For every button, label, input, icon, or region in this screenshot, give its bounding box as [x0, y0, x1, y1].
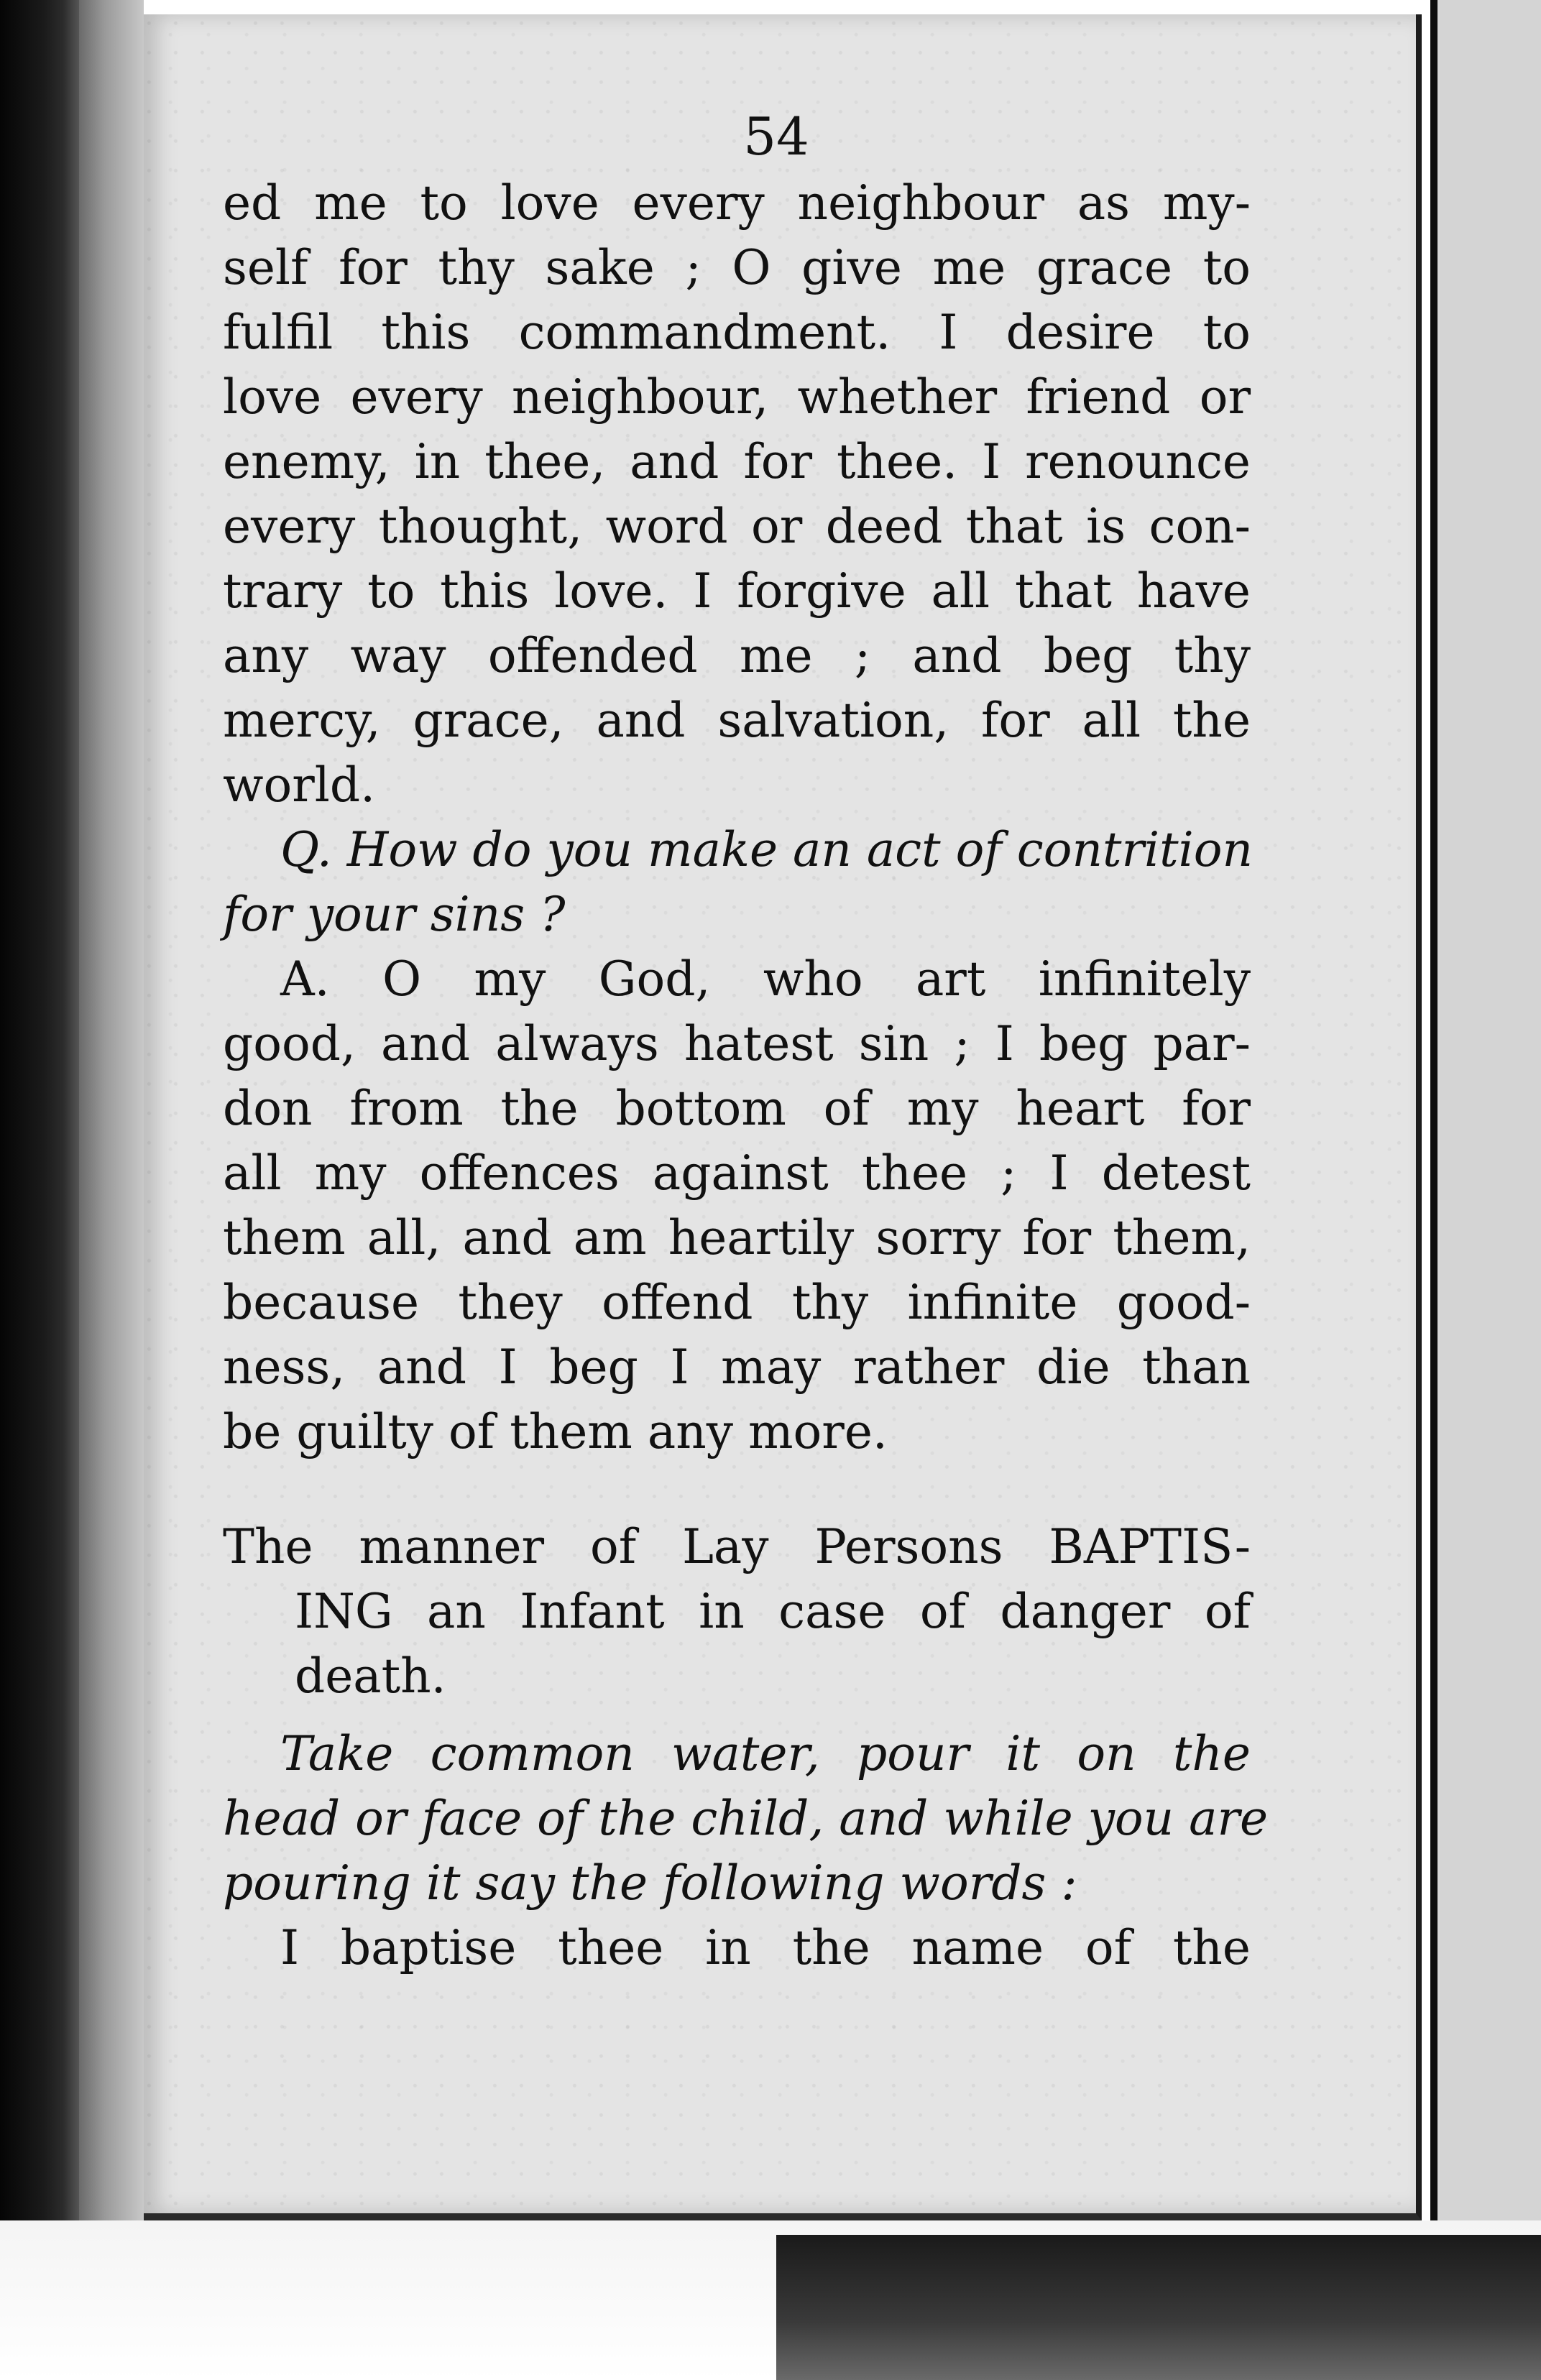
text-line: any way offended me ; and beg thy [223, 628, 1251, 683]
instruction-line: Take common water, pour it on the [280, 1726, 1251, 1781]
text-line: fulfil this commandment. I desire to [223, 305, 1251, 360]
question [223, 818, 1254, 947]
section-spacer [223, 1465, 1251, 1515]
answer-line: A. O my God, who art infinitely [280, 951, 1251, 1007]
section-spacer [223, 1709, 1251, 1722]
baptism-instruction [223, 1722, 1269, 1916]
question-line: Q. How do you make an act of contrition [280, 822, 1254, 877]
page-text [223, 106, 1269, 1980]
formula-line: I baptise thee in the name of the [280, 1920, 1251, 1975]
prayer-continued [223, 171, 1251, 818]
answer [223, 947, 1251, 1465]
heading-line: ING an Infant in case of danger of [295, 1584, 1251, 1639]
book-binding [0, 0, 79, 2380]
binding-edge [79, 0, 144, 2380]
answer-line: good, and always hatest sin ; I beg par- [223, 1016, 1251, 1071]
text-line: ed me to love every neighbour as my- [223, 175, 1251, 231]
answer-line: be guilty of them any more. [223, 1404, 888, 1459]
text-line: every thought, word or deed that is con- [223, 499, 1251, 554]
text-line: mercy, grace, and salvation, for all the [223, 693, 1251, 748]
baptism-formula [223, 1916, 1251, 1980]
text-line: world. [223, 757, 376, 813]
baptism-heading [223, 1515, 1251, 1709]
text-line: self for thy sake ; O give me grace to [223, 240, 1251, 295]
answer-line: all my offences against thee ; I detest [223, 1145, 1251, 1201]
instruction-line: pouring it say the following words : [223, 1855, 1077, 1911]
page-number: 54 [743, 106, 809, 167]
question-line: for your sins ? [223, 887, 566, 942]
text-line: love every neighbour, whether friend or [223, 369, 1251, 425]
text-line: enemy, in thee, and for thee. I renounce [223, 434, 1251, 489]
heading-line: The manner of Lay Persons BAPTIS- [223, 1519, 1251, 1574]
book-page [144, 14, 1422, 2220]
answer-line: don from the bottom of my heart for [223, 1081, 1251, 1136]
heading-line: death. [295, 1648, 446, 1704]
answer-line: because they offend thy infinite good- [223, 1275, 1251, 1330]
answer-line: ness, and I beg I may rather die than [223, 1339, 1251, 1395]
facing-page-edge [1430, 0, 1541, 2380]
answer-line: them all, and am heartily sorry for them, [223, 1210, 1251, 1265]
instruction-line: head or face of the child, and while you are [223, 1791, 1269, 1846]
text-line: trary to this love. I forgive all that have [223, 563, 1251, 619]
facing-page-shadow [776, 2235, 1541, 2380]
